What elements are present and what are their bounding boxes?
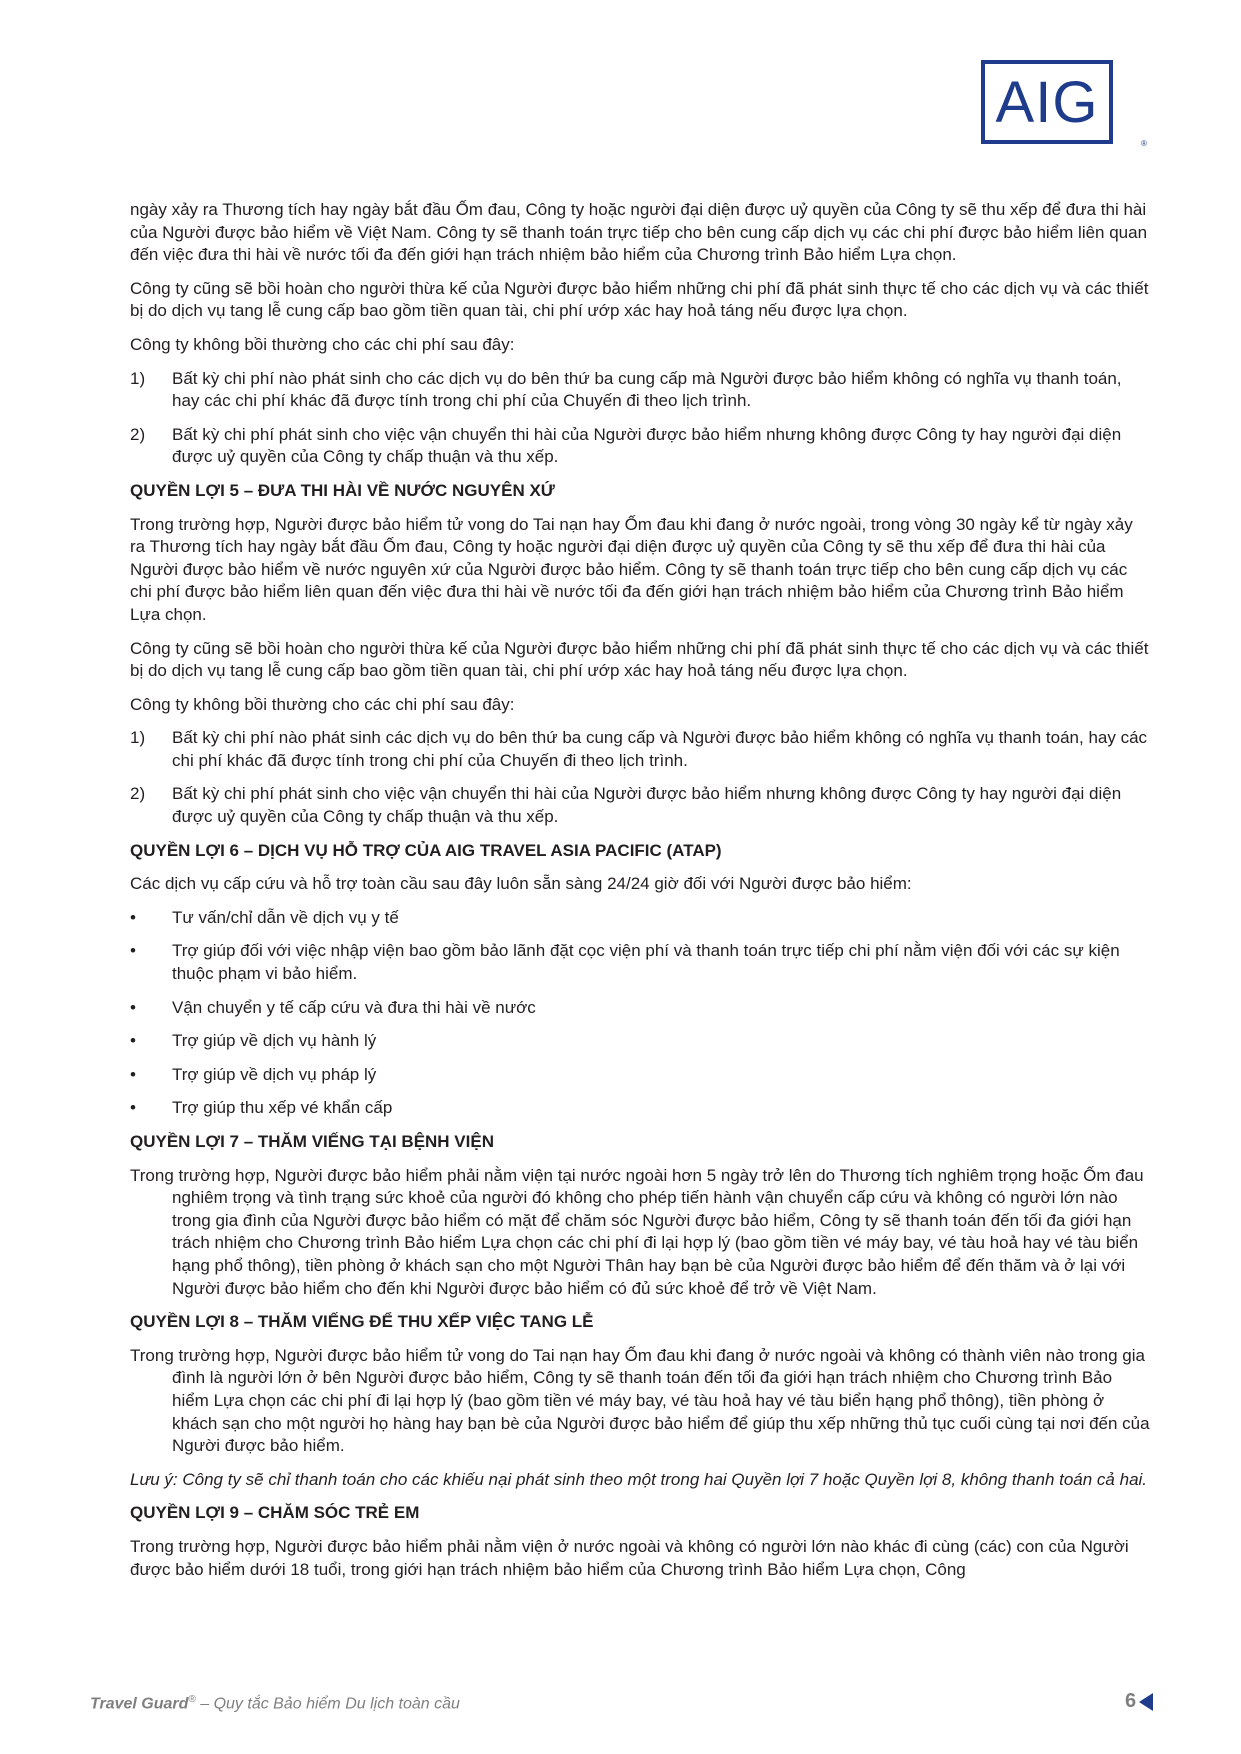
list-item bbox=[130, 907, 1150, 930]
list-item-text: Bất kỳ chi phí phát sinh cho việc vận chuyển thi hài của Người được bảo hiểm nhưng không được Công ty hay người đại diện được uỷ quyền của Công ty chấp thuận và thu xếp. bbox=[172, 784, 1122, 827]
list-item-text: Tư vấn/chỉ dẫn về dịch vụ y tế bbox=[172, 907, 399, 927]
paragraph: Các dịch vụ cấp cứu và hỗ trợ toàn cầu sau đây luôn sẵn sàng 24/24 giờ đối với Người được bảo hiểm: bbox=[130, 874, 912, 894]
list-item bbox=[130, 368, 1150, 413]
section-heading: QUYỀN LỢI 8 – THĂM VIẾNG ĐỂ THU XẾP VIỆC TANG LỄ bbox=[130, 1312, 594, 1332]
list-item bbox=[130, 1064, 1150, 1087]
list-marker: 2) bbox=[130, 784, 146, 804]
list-marker: • bbox=[130, 1098, 136, 1118]
list-item-text: Bất kỳ chi phí phát sinh cho việc vận chuyển thi hài của Người được bảo hiểm nhưng không được Công ty hay người đại diện được uỷ quyền của Công ty chấp thuận và thu xếp. bbox=[172, 424, 1122, 467]
list-marker: 1) bbox=[130, 728, 146, 748]
list-marker: 1) bbox=[130, 368, 146, 388]
footer-brand-reg: ® bbox=[188, 1694, 196, 1705]
paragraph: Công ty không bồi thường cho các chi phí sau đây: bbox=[130, 334, 515, 354]
footer-title bbox=[90, 1694, 460, 1713]
page-indicator bbox=[1125, 1690, 1153, 1713]
section-heading: QUYỀN LỢI 9 – CHĂM SÓC TRẺ EM bbox=[130, 1503, 420, 1523]
section-heading: QUYỀN LỢI 6 – DỊCH VỤ HỖ TRỢ CỦA AIG TRAVEL ASIA PACIFIC (ATAP) bbox=[130, 840, 722, 860]
list-marker: • bbox=[130, 997, 136, 1017]
logo-text: AIG bbox=[995, 70, 1099, 135]
page-arrow-icon bbox=[1139, 1693, 1153, 1711]
logo-registered-mark: ® bbox=[1141, 139, 1147, 148]
list-item-text: Bất kỳ chi phí nào phát sinh cho các dịch vụ do bên thứ ba cung cấp mà Người được bảo hiểm không có nghĩa vụ thanh toán, hay các chi phí khác đã được tính trong chi phí của Chuyến đi theo lịch trình. bbox=[172, 368, 1122, 411]
list-item-text: Vận chuyển y tế cấp cứu và đưa thi hài về nước bbox=[172, 997, 536, 1017]
paragraph: Trong trường hợp, Người được bảo hiểm phải nằm viện ở nước ngoài và không có người lớn nào khác đi cùng (các) con của Người được bảo hiểm dưới 18 tuổi, trong giới hạn trách nhiệm bảo hiểm của Chương trình Bảo hiểm Lựa chọn, Công bbox=[130, 1536, 1129, 1579]
list-item bbox=[130, 1097, 1150, 1120]
list-marker: • bbox=[130, 907, 136, 927]
list-marker: • bbox=[130, 1064, 136, 1084]
list-item bbox=[130, 727, 1150, 772]
list-item bbox=[130, 424, 1150, 469]
paragraph: Trong trường hợp, Người được bảo hiểm phải nằm viện tại nước ngoài hơn 5 ngày trở lên do Thương tích nghiêm trọng hoặc Ốm đau nghiêm trọng và tình trạng sức khoẻ của người đó không cho phép tiến hành vận chuyển cấp cứu và không có người lớn nào trong gia đình của Người được bảo hiểm có mặt để chăm sóc Người được bảo hiểm, Công ty sẽ thanh toán đến tối đa giới hạn trách nhiệm cho Chương trình Bảo hiểm Lựa chọn các chi phí đi lại hợp lý (bao gồm tiền vé máy bay, vé tàu hoả hay vé tàu biển hạng phổ thông), tiền phòng ở khách sạn cho một Người Thân hay bạn bè của Người được bảo hiểm để đến thăm và ở lại với Người được bảo hiểm cho đến khi Người được bảo hiểm có đủ sức khoẻ để trở về Việt Nam. bbox=[130, 1165, 1144, 1298]
list-marker: 2) bbox=[130, 424, 146, 444]
paragraph: Trong trường hợp, Người được bảo hiểm tử vong do Tai nạn hay Ốm đau khi đang ở nước ngoài, trong vòng 30 ngày kể từ ngày xảy ra Thương tích hay ngày bắt đầu Ốm đau, Công ty hoặc người đại diện được uỷ quyền của Công ty sẽ thu xếp để đưa thi hài của Người được bảo hiểm về nước nguyên xứ của Người được bảo hiểm. Công ty sẽ thanh toán trực tiếp cho bên cung cấp dịch vụ các chi phí được bảo hiểm liên quan đến việc đưa thi hài về nước tối đa đến giới hạn trách nhiệm bảo hiểm của Chương trình Bảo hiểm Lựa chọn. bbox=[130, 514, 1133, 624]
paragraph: Công ty cũng sẽ bồi hoàn cho người thừa kế của Người được bảo hiểm những chi phí đã phát sinh thực tế cho các dịch vụ và các thiết bị do dịch vụ tang lễ cung cấp bao gồm tiền quan tài, chi phí ướp xác hay hoả táng nếu được lựa chọn. bbox=[130, 638, 1149, 681]
paragraph: Trong trường hợp, Người được bảo hiểm tử vong do Tai nạn hay Ốm đau khi đang ở nước ngoài và không có thành viên nào trong gia đình là người lớn ở bên Người được bảo hiểm, Công ty sẽ thanh toán đến tối đa giới hạn trách nhiệm cho Chương trình Bảo hiểm Lựa chọn các chi phí đi lại hợp lý (bao gồm tiền vé máy bay, vé tàu hoả hay vé tàu biển hạng phổ thông), tiền phòng ở khách sạn cho một người họ hàng hay bạn bè của Người được bảo hiểm để giúp thu xếp những thủ tục cuối cùng tại nơi đến của Người được bảo hiểm. bbox=[130, 1345, 1150, 1456]
page-number: 6 bbox=[1125, 1690, 1137, 1712]
list-item-text: Trợ giúp về dịch vụ hành lý bbox=[172, 1031, 377, 1051]
footer-brand: Travel Guard bbox=[90, 1695, 189, 1713]
document-body bbox=[130, 199, 1150, 1592]
paragraph: ngày xảy ra Thương tích hay ngày bắt đầu Ốm đau, Công ty hoặc người đại diện được uỷ quyền của Công ty sẽ thu xếp để đưa thi hài của Người được bảo hiểm về Việt Nam. Công ty sẽ thanh toán trực tiếp cho bên cung cấp dịch vụ các chi phí được bảo hiểm liên quan đến việc đưa thi hài về nước tối đa đến giới hạn trách nhiệm bảo hiểm của Chương trình Bảo hiểm Lựa chọn. bbox=[130, 200, 1148, 265]
aig-logo bbox=[981, 60, 1113, 144]
list-item bbox=[130, 997, 1150, 1020]
note-paragraph: Lưu ý: Công ty sẽ chỉ thanh toán cho các khiếu nại phát sinh theo một trong hai Quyền lợi 7 hoặc Quyền lợi 8, không thanh toán cả hai. bbox=[130, 1469, 1148, 1489]
list-item bbox=[130, 940, 1150, 985]
section-heading: QUYỀN LỢI 5 – ĐƯA THI HÀI VỀ NƯỚC NGUYÊN XỨ bbox=[130, 480, 555, 500]
list-item-text: Trợ giúp thu xếp vé khẩn cấp bbox=[172, 1098, 393, 1118]
list-item bbox=[130, 1030, 1150, 1053]
list-item-text: Trợ giúp đối với việc nhập viện bao gồm bảo lãnh đặt cọc viện phí và thanh toán trực tiếp chi phí nằm viện đối với các sự kiện thuộc phạm vi bảo hiểm. bbox=[172, 941, 1120, 984]
list-item-text: Trợ giúp về dịch vụ pháp lý bbox=[172, 1064, 377, 1084]
paragraph: Công ty cũng sẽ bồi hoàn cho người thừa kế của Người được bảo hiểm những chi phí đã phát sinh thực tế cho các dịch vụ và các thiết bị do dịch vụ tang lễ cung cấp bao gồm tiền quan tài, chi phí ướp xác hay hoả táng nếu được lựa chọn. bbox=[130, 278, 1149, 321]
list-item-text: Bất kỳ chi phí nào phát sinh các dịch vụ do bên thứ ba cung cấp và Người được bảo hiểm không có nghĩa vụ thanh toán, hay các chi phí khác đã được tính trong chi phí của Chuyến đi theo lịch trình. bbox=[172, 728, 1148, 770]
section-heading: QUYỀN LỢI 7 – THĂM VIẾNG TẠI BỆNH VIỆN bbox=[130, 1132, 494, 1151]
list-item bbox=[130, 783, 1150, 828]
footer-subtitle: – Quy tắc Bảo hiểm Du lịch toàn cầu bbox=[195, 1695, 460, 1713]
list-marker: • bbox=[130, 941, 136, 961]
list-marker: • bbox=[130, 1031, 136, 1051]
paragraph: Công ty không bồi thường cho các chi phí sau đây: bbox=[130, 694, 515, 714]
